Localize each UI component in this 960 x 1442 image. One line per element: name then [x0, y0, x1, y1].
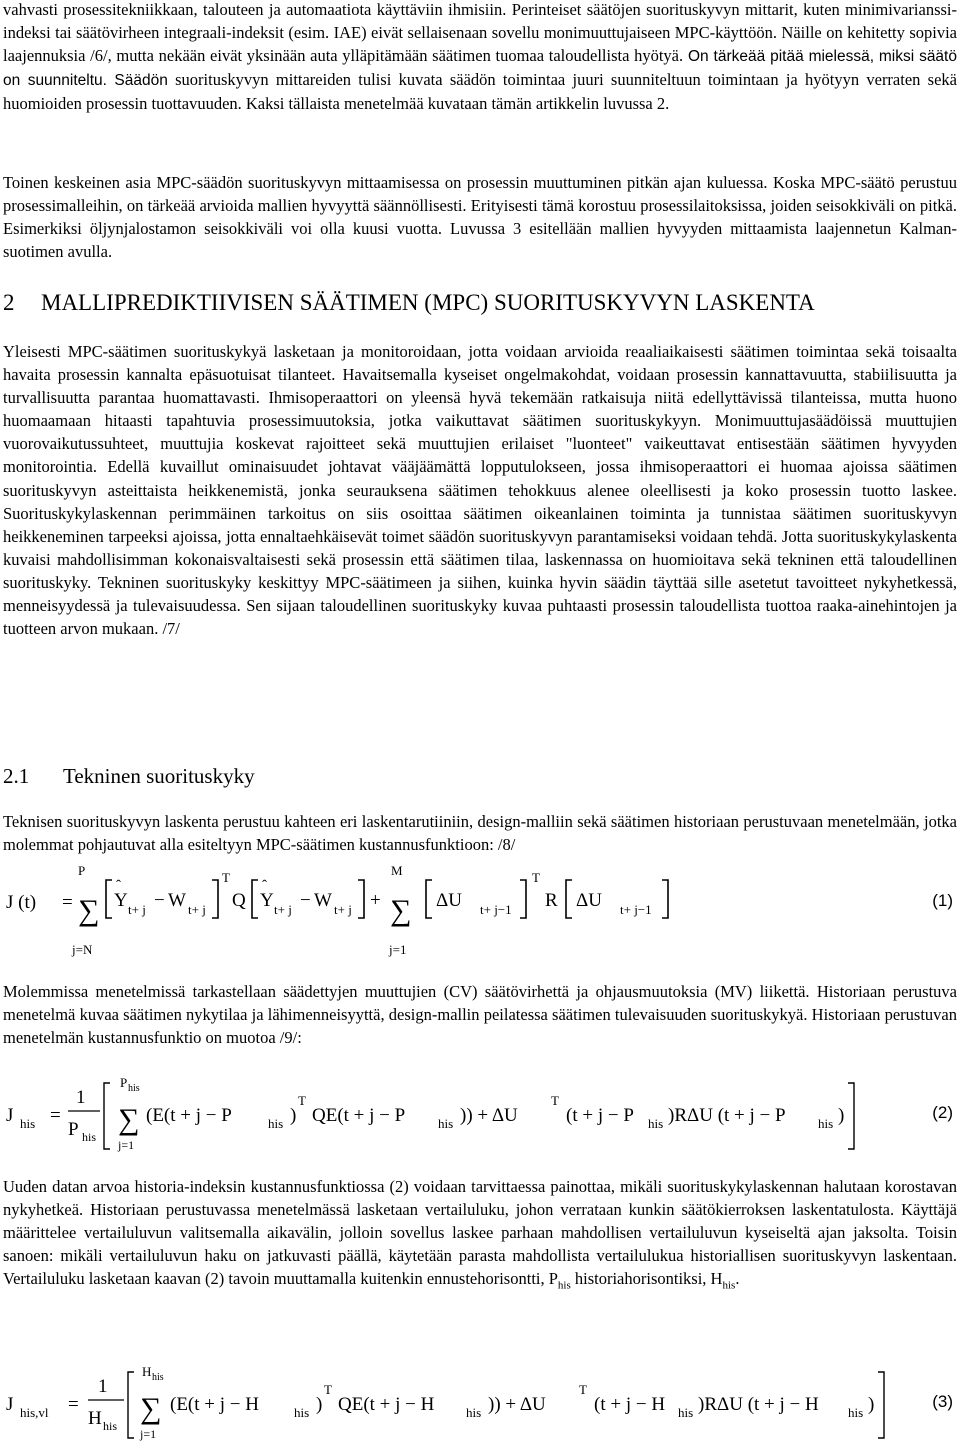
- eq1-sub-3: t+ j: [274, 902, 292, 917]
- equation-1-svg: [0, 858, 960, 963]
- eq1-bracket-left-3: [426, 880, 432, 918]
- eq3-number: (3): [932, 1392, 953, 1411]
- eq1-equals: =: [62, 892, 73, 913]
- subsection-number: 2.1: [3, 764, 30, 788]
- eq3-num: 1: [98, 1376, 108, 1397]
- eq3-equals: =: [68, 1394, 79, 1415]
- eq1-sum1-icon: ∑: [78, 894, 100, 927]
- eq2-num: 1: [76, 1087, 86, 1108]
- eq1-sub-6: t+ j−1: [620, 902, 652, 917]
- eq2-j-sub: his: [20, 1116, 36, 1131]
- eq3-body-5: (t + j − H: [594, 1394, 666, 1415]
- eq3-body-sub-4: his: [848, 1405, 864, 1420]
- eq1-w-2: W: [314, 890, 332, 911]
- eq1-bracket-right-2: [358, 880, 364, 918]
- after-eq1-paragraph: Molemmissa menetelmissä tarkastellaan säädettyjen muuttujien (CV) säätövirhettä ja ohjausmuutoksia (MV) liikettä. Historiaan perustuva menetelmä kuvaa säätimen nykytilaa ja lähimenneisyyttä, design-mallin peilatessa säätimen tulevaisuuden suorituskykyä. Historiaan perustuvan menetelmän kustannusfunktio on muotoa /9/:: [3, 982, 957, 1048]
- eq2-body-sub-2: his: [438, 1116, 454, 1131]
- equation-1: [0, 858, 960, 963]
- eq1-du-1: ΔU: [436, 890, 462, 911]
- eq1-sum2-icon: ∑: [390, 894, 412, 927]
- eq1-q: Q: [232, 890, 246, 911]
- eq2-den-sub: his: [82, 1130, 97, 1144]
- equation-2: [0, 1073, 960, 1153]
- eq1-bracket-right-3: [520, 880, 526, 918]
- eq3-bracket-left: [128, 1372, 134, 1438]
- equation-3: [0, 1362, 960, 1442]
- eq2-body-sub-1: his: [268, 1116, 284, 1131]
- eq1-w-1: W: [168, 890, 186, 911]
- eq1-sub-1: t+ j: [128, 902, 146, 917]
- subsection-heading: [3, 764, 255, 789]
- eq3-sum-icon: ∑: [140, 1392, 162, 1425]
- eq1-bracket-right-4: [662, 880, 668, 918]
- eq1-bracket-left-1: [106, 880, 112, 918]
- after-eq2-text: Uuden datan arvoa historia-indeksin kustannusfunktiossa (2) voidaan tarvittaessa painottaa, mikäli suorituskykylaskennan halutaan korostavan nykyhetkeä. Historiaan perustuvassa menetelmässä lasketaan vertailuluku, johon verrataan kunkin säätökierroksen laskentatulosta. Käyttäjä määrittelee vertailuluvun valitsemalla aikavälin, jolloin sovellus laskee parhaan mahdollisen vertailuluvun kyseiseltä ajan jaksolta. Toisin sanoen: mikäli vertailuluvun haku on jatkuvasti päällä, käytetään parasta mahdollista vertailulukua historiallisen suorituskyvyn laskentaan. Vertailuluku lasketaan kaavan (2) tavoin muuttamalla kuitenkin ennustehorisontti, P: [3, 1177, 957, 1289]
- eq3-body-2: ): [316, 1394, 323, 1415]
- eq1-yhat: Y: [114, 890, 128, 911]
- eq3-j-sub: his,vl: [20, 1405, 49, 1420]
- section-title: MALLIPREDIKTIIVISEN SÄÄTIMEN (MPC) SUORITUSKYVYN LASKENTA: [41, 290, 815, 315]
- eq2-body-sub-3: his: [648, 1116, 664, 1131]
- eq1-hat-1: ˆ: [116, 878, 121, 894]
- eq2-sum-topsub: his: [128, 1083, 140, 1094]
- eq1-minus-2: −: [300, 890, 311, 911]
- eq1-sub-5: t+ j−1: [480, 902, 512, 917]
- after-eq2-text-2: historiahorisontiksi, H: [570, 1269, 723, 1289]
- eq2-j: J: [6, 1105, 14, 1126]
- intro-text: vahvasti prosessitekniikkaan, talouteen ja automaatiota käyttäviin ihmisiin. Perinteiset säätöjen suorituskyvyn mittarit, kuten minimivarianssi-indeksi tai säätövirheen integraali-indeksit (esim. IAE) eivät sellaisenaan sovellu monimuuttujaiseen MPC-käyttöön. Näille on kehitetty sopivia laajennuksia /6/, mutta nekään eivät yksinään auta ylläpitämään säätimen tuomaa taloudellista hyötyä.: [3, 0, 957, 66]
- eq1-bracket-left-4: [566, 880, 572, 918]
- eq3-t-2: T: [579, 1382, 587, 1397]
- eq3-body-7: ): [868, 1394, 875, 1415]
- eq1-plus: +: [370, 890, 381, 911]
- eq2-bracket-left: [104, 1083, 110, 1149]
- eq1-sub-2: t+ j: [188, 902, 206, 917]
- eq1-t-1: T: [222, 870, 230, 885]
- eq1-bracket-right-1: [212, 880, 218, 918]
- eq2-t-2: T: [551, 1093, 559, 1108]
- eq1-t-2: T: [532, 870, 540, 885]
- eq3-body-1: (E(t + j − H: [170, 1394, 259, 1415]
- eq1-r: R: [545, 890, 558, 911]
- eq3-den: H: [88, 1408, 102, 1429]
- eq1-sum2-bottom: j=1: [389, 942, 407, 957]
- eq2-sum-top: P: [120, 1075, 128, 1090]
- eq1-sum1-top: P: [78, 863, 86, 878]
- eq2-equals: =: [50, 1105, 61, 1126]
- eq3-sum-top: H: [142, 1364, 152, 1379]
- eq1-sum2-top: M: [391, 863, 403, 878]
- equation-2-svg: [0, 1073, 960, 1153]
- intro-paragraph: [3, 0, 957, 115]
- eq1-sum1-bottom: j=N: [72, 942, 93, 957]
- eq2-body-sub-4: his: [818, 1116, 834, 1131]
- eq1-du-2: ΔU: [576, 890, 602, 911]
- eq1-sub-4: t+ j: [334, 902, 352, 917]
- eq3-bracket-right: [878, 1372, 884, 1438]
- eq3-body-3: QE(t + j − H: [338, 1394, 435, 1415]
- eq3-den-sub: his: [103, 1419, 118, 1433]
- eq3-t-1: T: [324, 1382, 332, 1397]
- section-heading: [3, 290, 815, 316]
- eq2-body-1: (E(t + j − P: [146, 1105, 232, 1126]
- eq1-number: (1): [932, 891, 953, 910]
- after-eq2-sub-2: his: [722, 1279, 736, 1292]
- second-paragraph: Toinen keskeinen asia MPC-säädön suorituskyvyn mittaamisessa on prosessin muuttuminen pitkän ajan kuluessa. Koska MPC-säätö perustuu prosessimalleihin, on tärkeää arvioida mallien hyvyyttä säännöllisesti. Erityisesti tämä korostuu prosessilaitoksissa, joiden seisokkiväli on pitkä. Esimerkiksi öljynjalostamon seisokkiväli voi olla kuusi vuotta. Luvussa 3 esitellään mallien hyvyyden mittaamista laajennetun Kalman-suotimen avulla.: [3, 173, 957, 262]
- after-eq2-sub-1: his: [557, 1279, 571, 1292]
- eq2-body-4: )) + ΔU: [460, 1105, 518, 1126]
- subsection-title: Tekninen suorituskyky: [63, 764, 255, 788]
- eq2-t-1: T: [298, 1093, 306, 1108]
- eq1-yhat-2: Y: [260, 890, 274, 911]
- equation-3-svg: [0, 1362, 960, 1442]
- eq1-minus-1: −: [154, 890, 165, 911]
- eq3-sum-topsub: his: [152, 1372, 164, 1383]
- eq2-bracket-right: [848, 1083, 854, 1149]
- section2-paragraph: Yleisesti MPC-säätimen suorituskykyä lasketaan ja monitoroidaan, jotta voidaan arvioida reaaliaikaisesti säätimen toimintaa sekä toisaalta havaita prosessin kannalta epäsuotuisat tilanteet. Havaitsemalla kyseiset ongelmakohdat, voidaan prosessin kannattavuutta, stabiilisuutta ja turvallisuutta parantaa huomattavasti. Ihmisoperaattori on yleensä hyvä tekemään ratkaisuja niitä edellyttävissä tilanteissa, mutta huono huomaamaan hitaasti tapahtuvia prosessimuutoksia, jotka vaikuttavat säätimen suorituskykyyn. Monimuuttujasäädöissä muuttujien vuorovaikutussuhteet, muuttujia koskevat rajoitteet sekä muuttujien erilaiset "luonteet" vaikeuttavat entisestään säätimen hyvyyden monitorointia. Edellä kuvaillut ominaisuudet johtavat vääjäämättä lopputulokseen, jossa ihmisoperaattori ei huomaa ajoissa säätimen suorituskyvyn asteittaista heikkenemistä, jonka seurauksena säätimen tehokkuus alenee oleellisesti ja koko prosessin tuotto laskee. Suorituskykylaskennan perimmäinen tarkoitus on siis osoittaa säätimen oikeanlainen toiminta ja tunnistaa säätimen suorituskyvyn heikkeneminen tarpeeksi ajoissa, jotta ennaltaehkäisevät toimet säädön suorituskyvyn parantamiseksi voidaan tehdä. Jotta suorituskykylaskenta kuvaisi mahdollisimman kokonaisvaltaisesti sekä prosessin että säätimen tilaa, laskennassa on huomioitava sekä tekninen että taloudellinen suorituskyky. Tekninen suorituskyky keskittyy MPC-säätimeen ja siihen, kuinka hyvin säädin täyttää sille asetetut tavoitteet nykyhetkessä, menneisyydessä ja tulevaisuudessa. Sen sijaan taloudellinen suorituskyky kuvaa puhtaasti prosessin taloudellista tuottoa raaka-ainehintojen ja tuotteen arvon mukaan. /7/: [3, 342, 957, 639]
- eq2-body-3: QE(t + j − P: [312, 1105, 406, 1126]
- eq1-lhs: J (t): [6, 892, 37, 913]
- eq3-sum-bottom: j=1: [140, 1427, 157, 1441]
- eq2-sum-bottom: j=1: [118, 1138, 135, 1152]
- eq1-bracket-left-2: [252, 880, 258, 918]
- eq2-number: (2): [932, 1103, 953, 1122]
- section-number: 2: [3, 290, 15, 315]
- eq3-body-sub-1: his: [294, 1405, 310, 1420]
- eq1-hat-2: ˆ: [262, 878, 267, 894]
- eq3-j: J: [6, 1394, 14, 1415]
- eq2-den: P: [68, 1119, 79, 1140]
- after-eq2-paragraph: [3, 1175, 957, 1298]
- eq3-body-6: )RΔU (t + j − H: [698, 1394, 819, 1415]
- eq2-body-5: (t + j − P: [566, 1105, 634, 1126]
- eq2-sum-icon: ∑: [118, 1103, 140, 1136]
- subsection-paragraph: Teknisen suorituskyvyn laskenta perustuu kahteen eri laskentarutiiniin, design-malliin sekä säätimen historiaan perustuvaan menetelmään, jotka molemmat pohjautuvat alla esiteltyyn MPC-säätimen kustannusfunktioon: /8/: [3, 812, 957, 855]
- eq3-body-sub-2: his: [466, 1405, 482, 1420]
- eq2-body-7: ): [838, 1105, 845, 1126]
- eq2-body-6: )RΔU (t + j − P: [668, 1105, 786, 1126]
- eq2-body-2: ): [290, 1105, 297, 1126]
- eq3-body-sub-3: his: [678, 1405, 694, 1420]
- intro-text-sans: On tärkeää pitää mielessä, miksi säätö on suunniteltu. Säädön: [3, 48, 957, 90]
- eq3-body-4: )) + ΔU: [488, 1394, 546, 1415]
- intro-text-end: suorituskyvyn mittareiden tulisi kuvata säädön toimintaa juuri suunniteltuun toimintaan ja hyötyyn verraten sekä huomioiden prosessin tuottavuuden. Kaksi tällaista menetelmää kuvataan tämän artikkelin luvussa 2.: [3, 70, 957, 114]
- after-eq2-text-3: .: [735, 1269, 740, 1289]
